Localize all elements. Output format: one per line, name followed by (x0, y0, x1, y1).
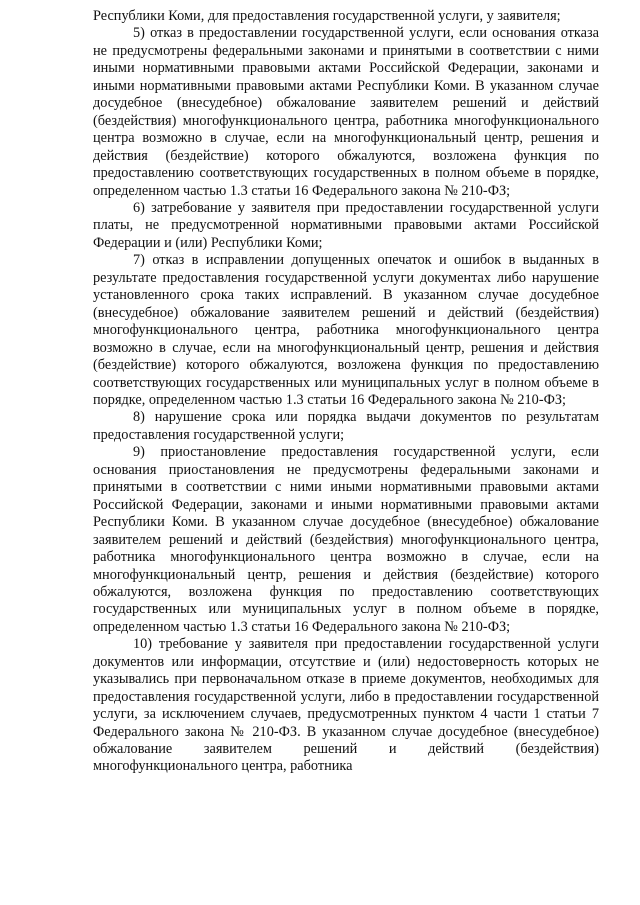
paragraph-item-9: 9) приостановление предоставления государственной услуги, если основания приостановления не предусмотрены федеральными законами и принятыми в соответствии с ними иными нормативными правовыми актами Российской Федерации, законами и иными нормативными правовыми актами Республики Коми. В указанном случае досудебное (внесудебное) обжалование заявителем решений и действий (бездействия) многофункционального центра, работника многофункционального центра возможно в случае, если на многофункциональный центр, решения и действия (бездействие) которого обжалуются, возложена функция по предоставлению соответствующих государственных или муниципальных услуг в полном объеме в порядке, определенном частью 1.3 статьи 16 Федерального закона № 210-ФЗ; (93, 444, 599, 635)
paragraph-item-8: 8) нарушение срока или порядка выдачи документов по результатам предоставления государственной услуги; (93, 409, 599, 443)
paragraph-item-5: 5) отказ в предоставлении государственной услуги, если основания отказа не предусмотрены федеральными законами и принятыми в соответствии с ними иными нормативными правовыми актами Российской Федерации, законами и иными нормативными правовыми актами Республики Коми. В указанном случае досудебное (внесудебное) обжалование заявителем решений и действий (бездействия) многофункционального центра, работника многофункционального центра возможно в случае, если на многофункциональный центр, решения и действия (бездействие) которого обжалуются, возложена функция по предоставлению соответствующих государственных в полном объеме в порядке, определенном частью 1.3 статьи 16 Федерального закона № 210-ФЗ; (93, 25, 599, 199)
paragraph-item-6: 6) затребование у заявителя при предоставлении государственной услуги платы, не предусмотренной нормативными правовыми актами Российской Федерации и (или) Республики Коми; (93, 199, 599, 251)
paragraph-item-7: 7) отказ в исправлении допущенных опечаток и ошибок в выданных в результате предоставления государственной услуги документах либо нарушение установленного срока таких исправлений. В указанном случае досудебное (внесудебное) обжалование заявителем решений и действий (бездействия) многофункционального центра, работника многофункционального центра возможно в случае, если на многофункциональный центр, решения и действия (бездействие) которого обжалуются, возложена функция по предоставлению соответствующих государственных или муниципальных услуг в полном объеме в порядке, определенном частью 1.3 статьи 16 Федерального закона № 210-ФЗ; (93, 252, 599, 408)
paragraph-item-10: 10) требование у заявителя при предоставлении государственной услуги документов или информации, отсутствие и (или) недостоверность которых не указывались при первоначальном отказе в приеме документов, необходимых для предоставления государственной услуги, либо в предоставлении государственной услуги, за исключением случаев, предусмотренных пунктом 4 части 1 статьи 7 Федерального закона № 210-ФЗ. В указанном случае досудебное (внесудебное) обжалование заявителем решений и действий (бездействия) многофункционального центра, работника (93, 636, 599, 775)
document-page (93, 8, 599, 776)
paragraph-continuation: Республики Коми, для предоставления государственной услуги, у заявителя; (93, 8, 561, 24)
